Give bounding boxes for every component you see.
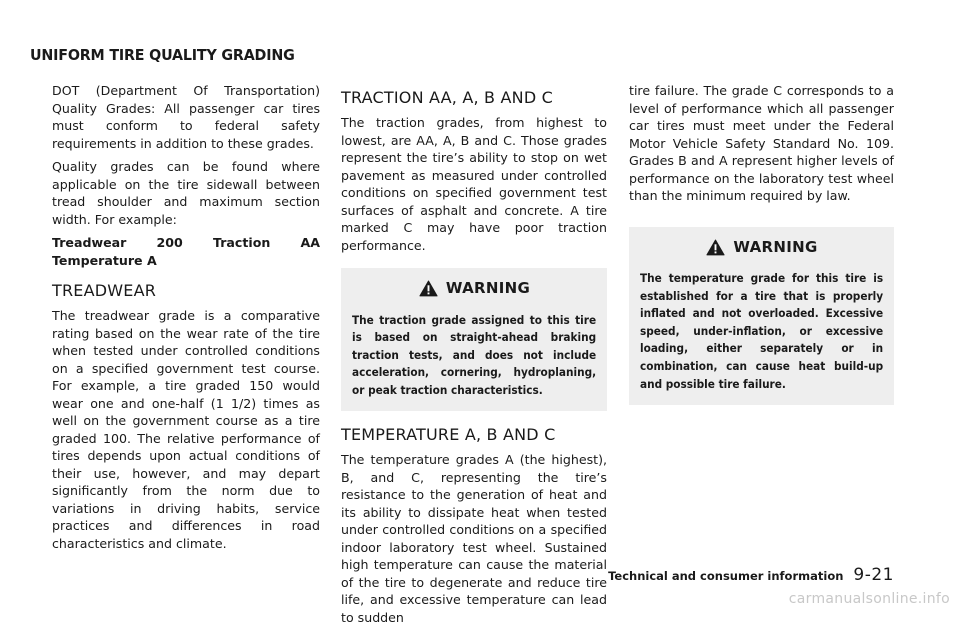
column-left <box>52 82 320 560</box>
warning-title: WARNING <box>445 279 531 297</box>
grade-example: Treadwear 200 Traction AA Temperature A <box>52 235 320 268</box>
warning-triangle-icon <box>706 239 725 256</box>
temperature-warning-box <box>629 227 894 406</box>
temperature-continued-paragraph: tire failure. The grade C corresponds to a level of performance which all passenger car tires must meet under the Federal Motor Vehicle Safety Standard No. 109. Grades B and A represent higher levels of performance on the laboratory test wheel than the minimum required by law. <box>629 83 894 203</box>
traction-warning-text: The traction grade assigned to this tire is based on straight-ahead braking traction tests, and does not include acceleration, cornering, hydroplaning, or peak traction characteristics. <box>352 313 597 397</box>
column-middle <box>341 88 607 634</box>
column-right <box>629 82 894 419</box>
page-number: 9-21 <box>853 565 894 585</box>
warning-title: WARNING <box>733 237 818 256</box>
warning-triangle-icon <box>419 280 438 297</box>
traction-paragraph: The traction grades, from highest to lowest, are AA, A, B and C. Those grades represent the tire’s ability to stop on wet pavement as measured under controlled conditions on specified government test surfaces of asphalt and concrete. A tire marked C may have poor traction performance. <box>341 115 607 253</box>
treadwear-paragraph: The treadwear grade is a comparative rating based on the wear rate of the tire when tested under controlled conditions on a specified government test course. For example, a tire graded 150 would wear one and one-half (1 1/2) times as well on the government course as a tire graded 100. The relative performance of tires depends upon actual conditions of their use, however, and may depart significantly from the norm due to variations in driving habits, service practices and differences in road characteristics and climate. <box>52 308 320 551</box>
treadwear-heading: TREADWEAR <box>52 281 157 300</box>
watermark: carmanualsonline.info <box>788 591 950 607</box>
page-title: UNIFORM TIRE QUALITY GRADING <box>30 46 295 64</box>
intro-paragraph: DOT (Department Of Transportation) Quality Grades: All passenger car tires must conform to federal safety requirements in addition to these grades. <box>52 83 320 151</box>
page-footer <box>608 565 894 585</box>
location-paragraph: Quality grades can be found where applicable on the tire sidewall between tread shoulder and maximum section width. For example: <box>52 159 320 227</box>
temperature-heading: TEMPERATURE A, B AND C <box>341 425 556 445</box>
temperature-warning-text: The temperature grade for this tire is established for a tire that is properly inflated and not overloaded. Excessive speed, under-inflation, or excessive loading, either separately or in combination, can cause heat build-up and possible tire failure. <box>640 272 884 391</box>
warning-header <box>352 280 597 298</box>
traction-heading: TRACTION AA, A, B AND C <box>341 88 553 107</box>
traction-warning-box <box>341 268 607 411</box>
footer-section-title: Technical and consumer information <box>608 569 844 583</box>
warning-header <box>640 239 884 257</box>
temperature-paragraph: The temperature grades A (the highest), B, and C, representing the tire’s resistance to the generation of heat and its ability to dissipate heat when tested under controlled conditions on a specified indoor laboratory test wheel. Sustained high temperature can cause the material of the tire to degenerate and reduce tire life, and excessive temperature can lead to sudden <box>341 452 607 625</box>
